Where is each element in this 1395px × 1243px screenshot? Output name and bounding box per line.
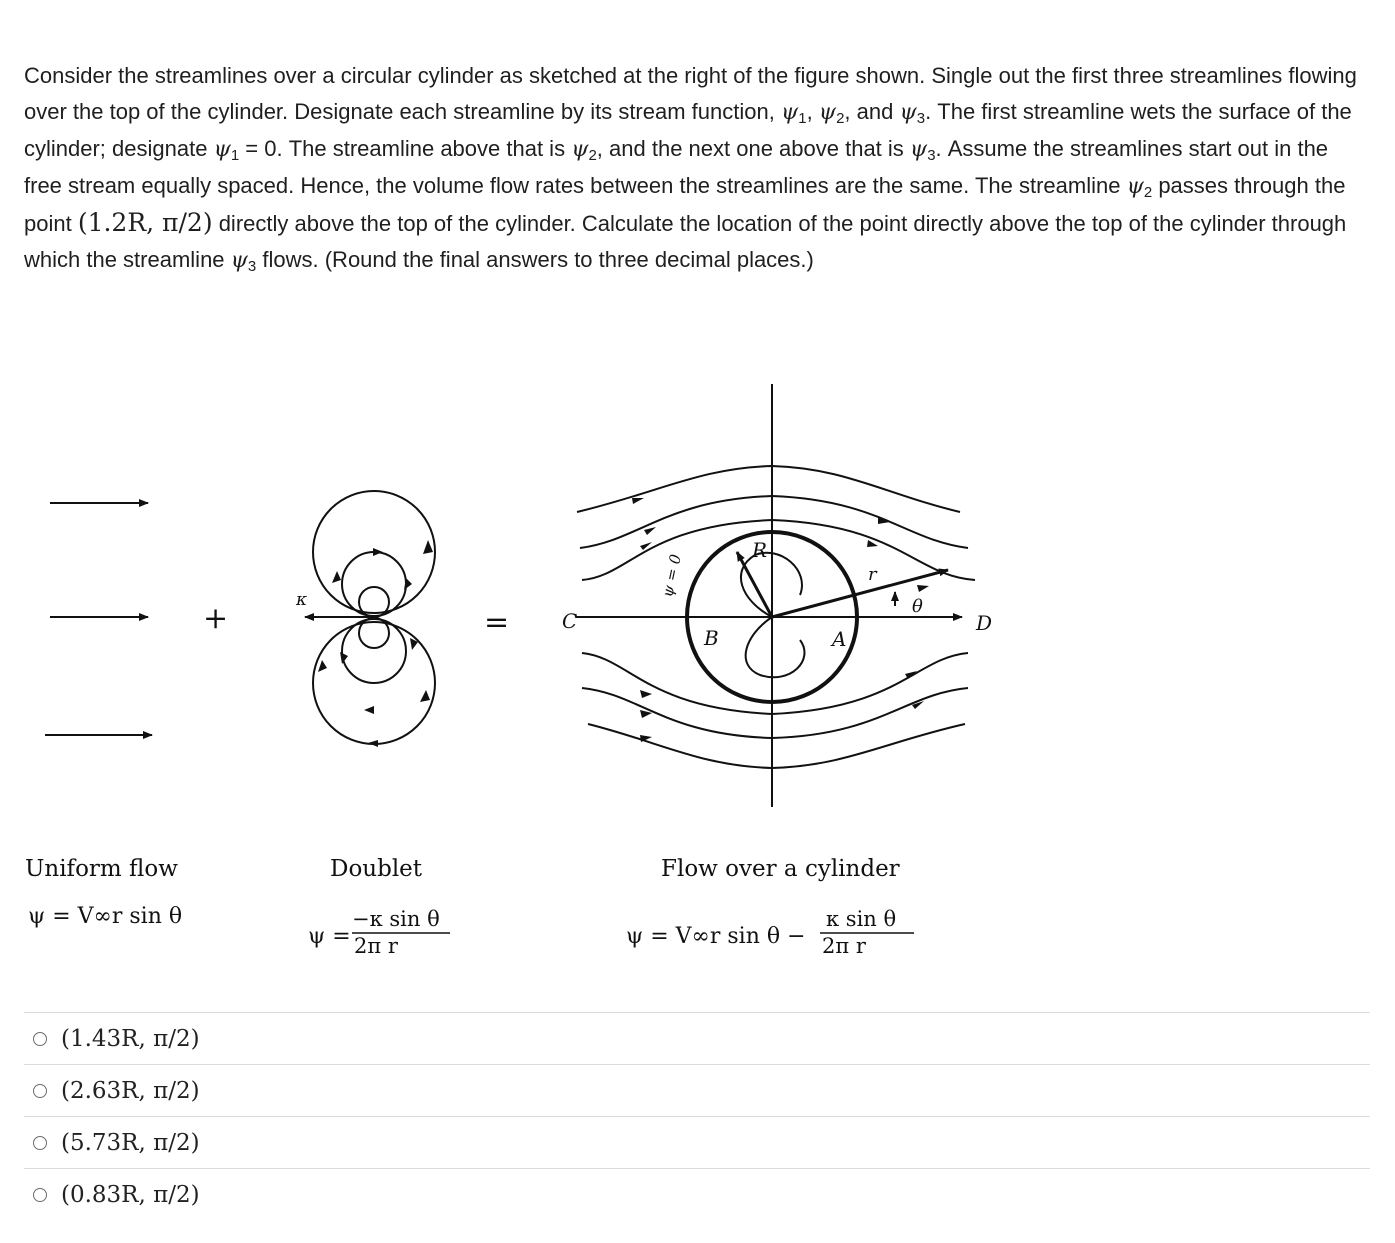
answer-option[interactable] [24, 1012, 1370, 1064]
answer-option[interactable] [24, 1064, 1370, 1116]
label-R: R [752, 538, 768, 562]
answer-option-label: (1.43R, π/2) [61, 1025, 200, 1052]
answer-option[interactable] [24, 1116, 1370, 1168]
answer-option-label: (5.73R, π/2) [61, 1129, 200, 1156]
label-A: A [832, 627, 847, 651]
doublet-sketch [305, 491, 435, 744]
radio-icon[interactable] [33, 1188, 47, 1202]
doublet-flow-arrows [318, 540, 433, 747]
label-D: D [976, 611, 993, 635]
label-theta: θ [912, 596, 923, 617]
label-C: C [562, 609, 578, 633]
equals-sign: = [484, 605, 510, 640]
doublet-denominator: 2π r [354, 934, 398, 958]
answer-option-label: (0.83R, π/2) [61, 1181, 200, 1208]
uniform-flow-arrows [45, 503, 152, 735]
radio-icon[interactable] [33, 1084, 47, 1098]
streamline-arrows [632, 498, 929, 742]
cylinder-equation: ψ = V∞r sin θ − [626, 924, 806, 949]
doublet-title: Doublet [330, 856, 423, 882]
question-text: Consider the streamlines over a circular cylinder as sketched at the right of the figure shown. Single out the first three streamlines flowing over the top of the cylinder. Designate each streamline by its stream function, $\psi_1$, $\psi_2$, and $\psi_3$. The first streamline wets the surface of the cylinder; designate $\psi_1 = 0$. The streamline above that is $\psi_2$, and the next one above that is $\psi_3$. Assume the streamlines start out in the free stream equally spaced. Hence, the volume flow rates between the streamlines are the same. The streamline $\psi_2$ passes through the point (1.2R, π/2) directly above the top of the cylinder. Calculate the location of the point directly above the top of the cylinder through which the streamline $\psi_3$ flows. (Round the final answers to three decimal places.) [24, 63, 1357, 275]
uniform-flow-equation: ψ = V∞r sin θ [28, 904, 183, 929]
cylinder-numerator: κ sin θ [826, 907, 897, 931]
radio-icon[interactable] [33, 1136, 47, 1150]
doublet-psi: ψ = [308, 924, 351, 949]
psi-zero-label: ψ = 0 [658, 552, 685, 599]
answer-option-label: (2.63R, π/2) [61, 1077, 200, 1104]
label-r: r [868, 564, 877, 585]
cylinder-title: Flow over a cylinder [661, 856, 900, 882]
cylinder-denominator: 2π r [822, 934, 866, 958]
kappa-label: κ [296, 590, 308, 610]
answer-options [24, 1012, 1370, 1220]
cylinder-axes [576, 384, 962, 807]
answer-option[interactable] [24, 1168, 1370, 1220]
radio-icon[interactable] [33, 1032, 47, 1046]
plus-sign: + [203, 601, 229, 636]
flow-figure [0, 370, 1395, 970]
uniform-flow-title: Uniform flow [25, 856, 178, 882]
flow-diagram [0, 370, 1395, 970]
label-B: B [704, 626, 719, 650]
doublet-numerator: −κ sin θ [352, 907, 440, 931]
